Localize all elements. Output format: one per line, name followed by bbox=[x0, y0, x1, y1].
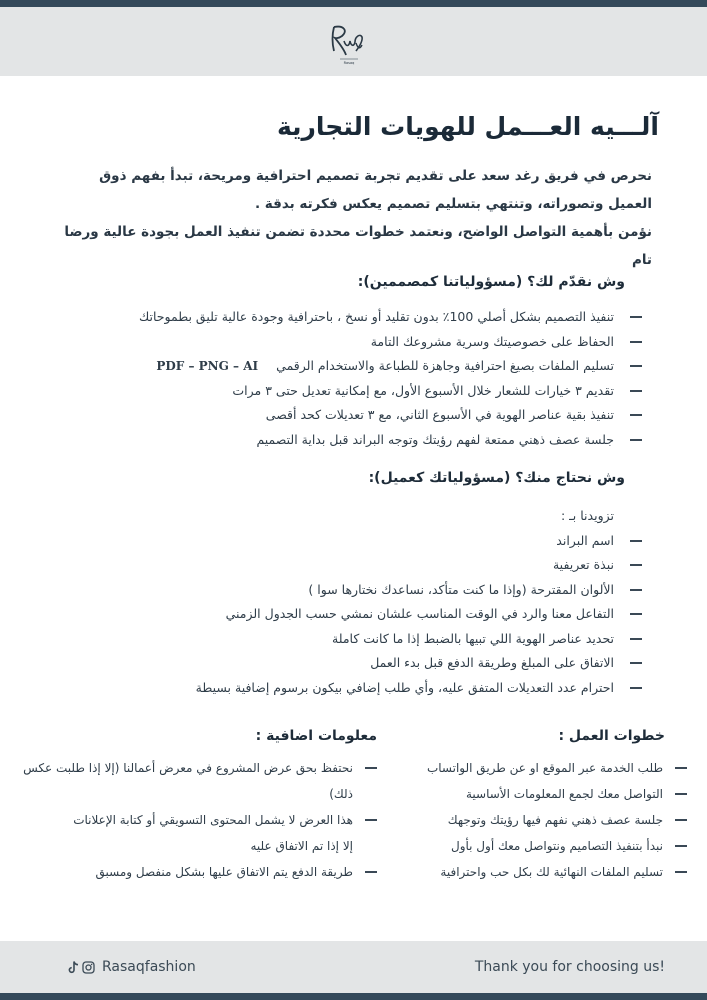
dash-bullet-icon bbox=[630, 365, 642, 367]
offer-heading: وش نقدّم لك؟ (مسؤولياتنا كمصممين): bbox=[357, 274, 625, 290]
bottom-accent-strip bbox=[0, 993, 707, 1000]
file-formats: PDF – PNG – AI bbox=[156, 359, 259, 373]
list-item: تنفيذ بقية عناصر الهوية في الأسبوع الثاني، مع ٣ تعديلات كحد أقصى bbox=[139, 403, 642, 428]
list-item: هذا العرض لا يشمل المحتوى التسويقي أو كتابة الإعلانات bbox=[23, 807, 377, 833]
thank-you-text: Thank you for choosing us! bbox=[474, 959, 665, 975]
steps-heading: خطوات العمل : bbox=[558, 728, 665, 744]
dash-bullet-icon bbox=[675, 793, 687, 795]
offer-list bbox=[139, 305, 642, 452]
dash-bullet-icon bbox=[630, 414, 642, 416]
dash-bullet-icon bbox=[630, 390, 642, 392]
intro-line: نحرص في فريق رغد سعد على تقديم تجربة تصميم احترافية ومريحة، تبدأ بفهم ذوق bbox=[99, 168, 652, 184]
list-intro: تزويدنا بـ : bbox=[560, 508, 614, 523]
list-item-continuation: ذلك) bbox=[329, 787, 353, 801]
dash-bullet-icon bbox=[630, 687, 642, 689]
dash-bullet-icon bbox=[630, 638, 642, 640]
list-item: تحديد عناصر الهوية اللي تبيها بالضبط إذا ما كانت كاملة bbox=[196, 627, 642, 652]
dash-bullet-icon bbox=[675, 871, 687, 873]
instagram-icon[interactable] bbox=[82, 961, 95, 974]
header-band bbox=[0, 7, 707, 76]
dash-bullet-icon bbox=[630, 564, 642, 566]
tiktok-icon[interactable] bbox=[68, 961, 79, 974]
list-item: تنفيذ التصميم بشكل أصلي 100٪ بدون تقليد أو نسخ ، باحترافية وجودة عالية تليق بطموحاتك bbox=[139, 305, 642, 330]
list-item: نبدأ بتنفيذ التصاميم ونتواصل معك أول بأول bbox=[427, 833, 687, 859]
client-heading: وش نحتاج منك؟ (مسؤولياتك كعميل): bbox=[368, 470, 625, 486]
dash-bullet-icon bbox=[675, 819, 687, 821]
footer-band bbox=[0, 941, 707, 993]
dash-bullet-icon bbox=[630, 662, 642, 664]
list-item: طريقة الدفع يتم الاتفاق عليها بشكل منفصل ومسبق bbox=[23, 859, 377, 885]
extra-list bbox=[23, 755, 377, 885]
list-item-continuation: إلا إذا تم الاتفاق عليه bbox=[250, 839, 353, 853]
list-item: نحتفظ بحق عرض المشروع في معرض أعمالنا (إلا إذا طلبت عكس bbox=[23, 755, 377, 781]
page-title: آلـــيه العـــمل للهويات التجارية bbox=[276, 112, 659, 141]
social-handle[interactable]: Rasaqfashion bbox=[102, 959, 196, 975]
steps-list bbox=[427, 755, 687, 885]
dash-bullet-icon bbox=[365, 767, 377, 769]
list-item: التواصل معك لجمع المعلومات الأساسية bbox=[427, 781, 687, 807]
dash-bullet-icon bbox=[365, 819, 377, 821]
list-item: نبذة تعريفية bbox=[196, 553, 642, 578]
dash-bullet-icon bbox=[675, 845, 687, 847]
list-item: تسليم الملفات بصيغ احترافية وجاهزة للطباعة والاستخدام الرقميPDF – PNG – AI bbox=[139, 354, 642, 379]
list-item: الاتفاق على المبلغ وطريقة الدفع قبل بدء العمل bbox=[196, 651, 642, 676]
intro-line: العميل وتصوراته، وتنتهي بتسليم تصميم يعكس فكرته بدقة . bbox=[254, 196, 652, 212]
dash-bullet-icon bbox=[365, 871, 377, 873]
dash-bullet-icon bbox=[630, 439, 642, 441]
list-item: جلسة عصف ذهني ممتعة لفهم رؤيتك وتوجه البراند قبل بداية التصميم bbox=[139, 428, 642, 453]
list-item: التفاعل معنا والرد في الوقت المناسب علشان نمشي حسب الجدول الزمني bbox=[196, 602, 642, 627]
list-item: طلب الخدمة عبر الموقع او عن طريق الواتساب bbox=[427, 755, 687, 781]
social-links bbox=[68, 959, 196, 975]
list-item: الألوان المقترحة (وإذا ما كنت متأكد، نساعدك نختارها سوا ) bbox=[196, 578, 642, 603]
list-item: تسليم الملفات النهائية لك بكل حب واحترافية bbox=[427, 859, 687, 885]
dash-bullet-icon bbox=[630, 341, 642, 343]
dash-bullet-icon bbox=[675, 767, 687, 769]
list-item: الحفاظ على خصوصيتك وسرية مشروعك التامة bbox=[139, 330, 642, 355]
dash-bullet-icon bbox=[630, 316, 642, 318]
list-item: جلسة عصف ذهني نفهم فيها رؤيتك وتوجهك bbox=[427, 807, 687, 833]
client-list bbox=[196, 504, 642, 700]
extra-heading: معلومات اضافية : bbox=[255, 728, 377, 744]
top-accent-strip bbox=[0, 0, 707, 7]
list-item: تقديم ٣ خيارات للشعار خلال الأسبوع الأول، مع إمكانية تعديل حتى ٣ مرات bbox=[139, 379, 642, 404]
dash-bullet-icon bbox=[630, 540, 642, 542]
brand-logo-icon bbox=[322, 19, 372, 69]
svg-text:Rasaq: Rasaq bbox=[343, 61, 355, 65]
dash-bullet-icon bbox=[630, 613, 642, 615]
list-item: اسم البراند bbox=[196, 529, 642, 554]
list-item: احترام عدد التعديلات المتفق عليه، وأي طلب إضافي بيكون برسوم إضافية بسيطة bbox=[196, 676, 642, 701]
intro-paragraph bbox=[52, 162, 652, 274]
dash-bullet-icon bbox=[630, 589, 642, 591]
intro-line: نؤمن بأهمية التواصل الواضح، ونعتمد خطوات محددة تضمن تنفيذ العمل بجودة عالية ورضا تام bbox=[64, 224, 652, 268]
